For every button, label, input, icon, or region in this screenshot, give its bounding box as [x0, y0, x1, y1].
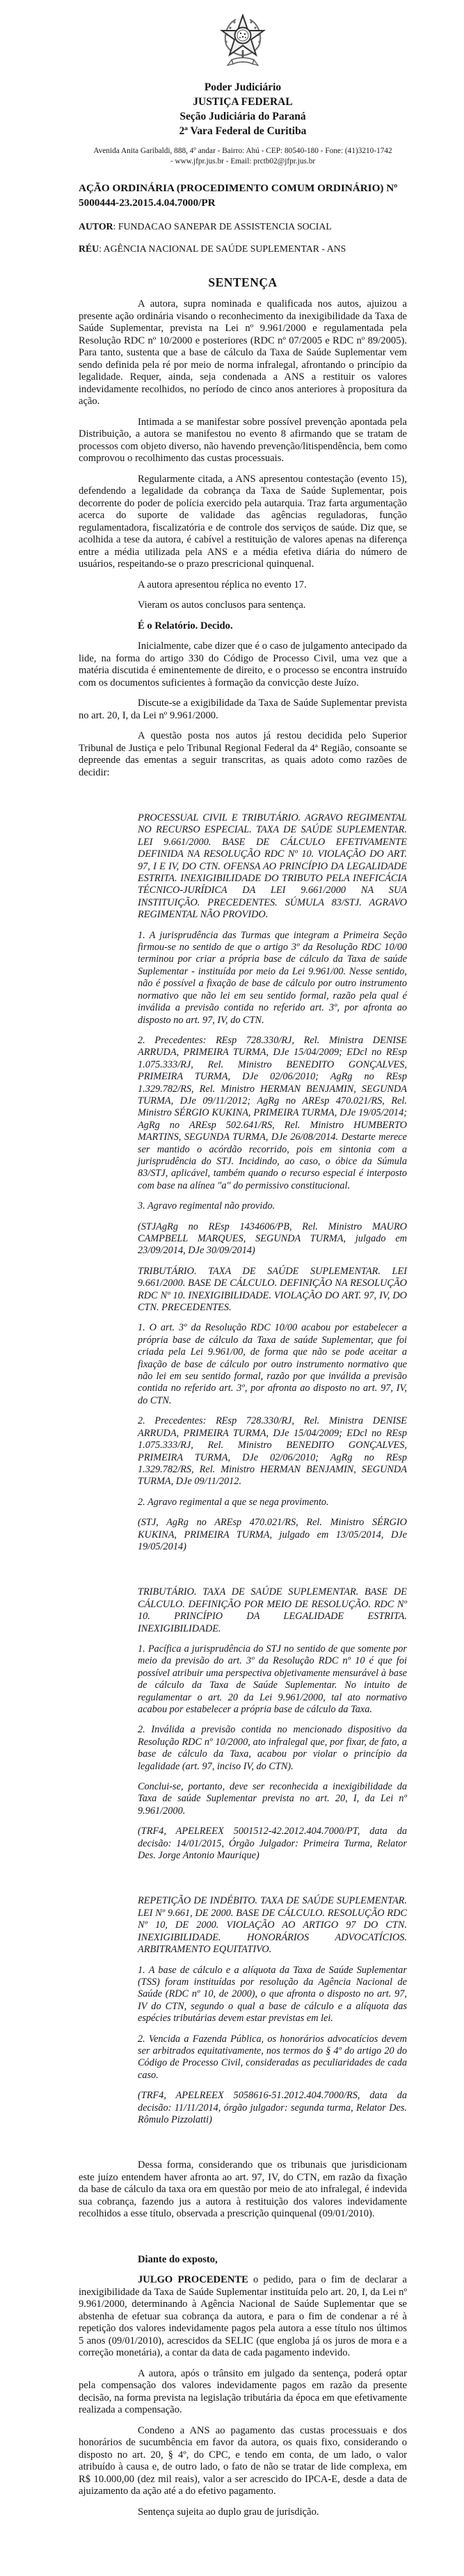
reu-line — [79, 243, 407, 255]
paragraph: Regularmente citada, a ANS apresentou contestação (evento 15), defendendo a legalidade da cobrança da Taxa de Saúde Suplementar, pois decorrente do poder de polícia exercido pela autarquia. Traz farta argumentação acerca do suporte de validade das agências reguladoras, função regulamentadora, fiscalizatória e de controle dos serviços de saúde. Diz que, se acolhida a tese da autora, é cabível a restituição de valores apenas na diferença entre a média utilizada pela ANS e a média efetiva diária do número de usuários, respeitando-se o prazo prescricional quinquenal. — [79, 473, 407, 570]
paragraph: (TRF4, APELREEX 5001512-42.2012.404.7000/PT, data da decisão: 14/01/2015, Órgão Julgador: Primeira Turma, Relator Des. Jorge Antonio Maurique) — [138, 1826, 407, 1862]
paragraph-lead: JULGO PROCEDENTE — [138, 2274, 248, 2286]
paragraph: É o Relatório. Decido. — [138, 620, 233, 631]
paragraph: Conclui-se, portanto, deve ser reconhecida a inexigibilidade da Taxa de saúde Suplementar prevista no art. 20, I, da Lei nº 9.961/2000. — [138, 1781, 407, 1817]
sentence-heading: SENTENÇA — [208, 275, 278, 289]
paragraph: REPETIÇÃO DE INDÉBITO. TAXA DE SAÚDE SUPLEMENTAR. LEI Nº 9.661, DE 2000. BASE DE CÁLCULO. RESOLUÇÃO RDC Nº 10, DE 2000. VIOLAÇÃO AO ARTIGO 97 DO CTN. INEXIGIBILIDADE. HONORÁRIOS ADVOCATÍCIOS. ARBITRAMENTO EQUITATIVO. — [138, 1895, 407, 1956]
paragraph: Dessa forma, considerando que os tribunais que jurisdicionam este juízo entendem haver afronta ao art. 97, IV, do CTN, em razão da fixação da base de cálculo da taxa ora em questão por meio de ato infralegal, é indevida sua cobrança, fazendo jus a autora à restituição dos valores indevidamente recolhidos a esse título, observada a prescrição quinquenal (09/01/2010). — [79, 2159, 407, 2220]
reu-value: : AGÊNCIA NACIONAL DE SAÚDE SUPLEMENTAR - ANS — [99, 243, 346, 254]
brazil-coat-of-arms-icon — [219, 14, 266, 74]
address-line-1: Avenida Anita Garibaldi, 888, 4º andar - Bairro: Ahú - CEP: 80540-180 - Fone: (41)3210-1742 — [93, 147, 392, 155]
paragraph: A autora, após o trânsito em julgado da sentença, poderá optar pela compensação dos valores indevidamente pagos em razão da presente decisão, na forma prevista na legislação tributária da época em que efetivamente realizada a compensação. — [79, 2367, 407, 2416]
paragraph: Intimada a se manifestar sobre possível prevenção apontada pela Distribuição, a autora se manifestou no evento 8 afirmando que se tratam de processos com objeto diverso, não havendo prevenção/litispendência, bem como comprovou o recolhimento das custas processuais. — [79, 416, 407, 464]
paragraph: PROCESSUAL CIVIL E TRIBUTÁRIO. AGRAVO REGIMENTAL NO RECURSO ESPECIAL. TAXA DE SAÚDE SUPLEMENTAR. LEI 9.661/2000. BASE DE CÁLCULO EFETIVAMENTE DEFINIDA NA RESOLUÇÃO RDC Nº 10. VIOLAÇÃO DO ART. 97, I E IV, DO CTN. OFENSA AO PRINCÍPIO DA LEGALIDADE ESTRITA. INEXIGIBILIDADE DO TRIBUTO PELA INEFICÁCIA TÉCNICO-JURÍDICA DA LEI 9.661/2000 NA SUA INSTITUIÇÃO. PRECEDENTES. SÚMULA 83/STJ. AGRAVO REGIMENTAL NÃO PROVIDO. — [138, 812, 407, 921]
reu-label: RÉU — [79, 243, 99, 254]
paragraph: A autora, supra nominada e qualificada nos autos, ajuizou a presente ação ordinária visando o reconhecimento da inexigibilidade da Taxa de Saúde Suplementar, prevista na Lei nº 9.961/2000 e regulamentada pela Resolução RDC nº 10/2000 e posteriores (RDC nº 07/2005 e RDC nº 89/2005). Para tanto, sustenta que a base de cálculo da Taxa de Saúde Suplementar vem sendo definida pela ré por meio de norma infralegal, afrontando o princípio da legalidade. Requer, ainda, seja condenada a ANS a restituir os valores indevidamente recolhidos, no período de cinco anos anteriores à propositura da ação. — [79, 298, 407, 407]
paragraph: Condeno a ANS ao pagamento das custas processuais e dos honorários de sucumbência em favor da autora, os quais fixo, considerando o disposto no art. 20, § 4º, do CPC, e tendo em conta, de um lado, o valor atribuído à causa e, de outro lado, o fato de não se tratar de lide complexa, em R$ 10.000,00 (dez mil reais), valor a ser acrescido do IPCA-E, desde a data de ajuizamento da ação até a do efetivo pagamento. — [79, 2424, 407, 2497]
paragraph: A autora apresentou réplica no evento 17. — [138, 579, 307, 590]
paragraph: 1. Pacífica a jurisprudência do STJ no sentido de que somente por meio da previsão do art. 3º da Resolução RDC nº 10 é que foi possível atribuir uma perspectiva objetivamente mensurável à base de cálculo da Taxa de Saúde Suplementar. No intuito de regulamentar o art. 20 da Lei 9.961/2000, tal ato normativo acabou por estabelecer a própria base de cálculo da Taxa. — [138, 1643, 407, 1715]
org-header — [79, 80, 407, 138]
org-line-3: Seção Judiciária do Paraná — [179, 111, 306, 122]
paragraph: 1. A base de cálculo e a alíquota da Taxa de Saúde Suplementar (TSS) foram instituídas por resolução da Agência Nacional de Saúde (RDC nº 10, de 2000), o que afronta o disposto no art. 97, IV do CTN, segundo o qual a base de cálculo e a alíquota das espécies tributárias devem estar previstas em lei. — [138, 1964, 407, 2024]
paragraph: JULGO PROCEDENTE o pedido, para o fim de declarar a inexigibilidade da Taxa de Saúde Suplementar instituída pelo art. 20, I, da Lei nº 9.961/2000, determinando à Agência Nacional de Saúde Suplementar que se abstenha de efetuar sua cobrança da autora, e para o fim de condenar a ré à repetição dos valores indevidamente pagos pela autora a esse título nos últimos 5 anos (09/01/2010), acrescidos da SELIC (que engloba já os juros de mora e a correção monetária), a contar da data de cada pagamento indevido. — [79, 2274, 408, 2359]
paragraph: (TRF4, APELREEX 5058616-51.2012.404.7000/RS, data da decisão: 11/11/2014, órgão julgador: segunda turma, Relator Des. Rômulo Pizzolatti) — [138, 2090, 407, 2125]
paragraph: (STJAgRg no REsp 1434606/PB, Rel. Ministro MAURO CAMPBELL MARQUES, SEGUNDA TURMA, julgado em 23/09/2014, DJe 30/09/2014) — [138, 1221, 407, 1257]
paragraph: Sentença sujeita ao duplo grau de jurisdição. — [138, 2506, 319, 2518]
org-line-4: 2ª Vara Federal de Curitiba — [179, 125, 307, 137]
paragraph: TRIBUTÁRIO. TAXA DE SAÚDE SUPLEMENTAR. LEI 9.661/2000. BASE DE CÁLCULO. DEFINIÇÃO NA RESOLUÇÃO RDC Nº 10. INEXIGIBILIDADE. VIOLAÇÃO DO ART. 97, IV, DO CTN. PRECEDENTES. — [138, 1265, 407, 1314]
court-address — [79, 146, 407, 167]
paragraph: Diante do exposto, — [138, 2253, 218, 2265]
case-title: AÇÃO ORDINÁRIA (PROCEDIMENTO COMUM ORDINÁRIO) Nº 5000444-23.2015.4.04.7000/PR — [79, 182, 398, 209]
paragraph: Vieram os autos conclusos para sentença. — [138, 599, 306, 611]
paragraph: 2. Precedentes: REsp 728.330/RJ, Rel. Ministra DENISE ARRUDA, PRIMEIRA TURMA, DJe 15/04/2009; EDcl no REsp 1.075.333/RJ, Rel. Ministro BENEDITO GONÇALVES, PRIMEIRA TURMA, DJe 02/06/2010; AgRg no REsp 1.329.782/RS, Rel. Ministro HERMAN BENJAMIN, SEGUNDA TURMA, DJe 09/11/2012. — [138, 1415, 407, 1488]
paragraph: 3. Agravo regimental não provido. — [138, 1200, 275, 1212]
org-line-1: Poder Judiciário — [204, 81, 282, 93]
autor-line — [79, 221, 407, 232]
paragraph: TRIBUTÁRIO. TAXA DE SAÚDE SUPLEMENTAR. BASE DE CÁLCULO. DEFINIÇÃO POR MEIO DE RESOLUÇÃO. RDC Nº 10. PRINCÍPIO DA LEGALIDADE ESTRITA. INEXIGIBILIDADE. — [138, 1586, 407, 1634]
address-line-2: - www.jfpr.jus.br - Email: prctb02@jfpr.jus.br — [170, 157, 316, 166]
paragraph: Inicialmente, cabe dizer que é o caso de julgamento antecipado da lide, na forma do artigo 330 do Código de Processo Civil, uma vez que a matéria discutida é eminentemente de direito, e o processo se encontra instruído com os documentos suficientes à formação da convicção deste Juízo. — [79, 641, 407, 689]
paragraph: 2. Precedentes: REsp 728.330/RJ, Rel. Ministra DENISE ARRUDA, PRIMEIRA TURMA, DJe 15/04/2009; EDcl no REsp 1.075.333/RJ, Rel. Ministro BENEDITO GONÇALVES, PRIMEIRA TURMA, DJe 02/06/2010; AgRg no REsp 1.329.782/RS, Rel. Ministro HERMAN BENJAMIN, SEGUNDA TURMA, DJe 09/11/2012; AgRg no AREsp 470.021/RS, Rel. Ministro SÉRGIO KUKINA, PRIMEIRA TURMA, DJe 19/05/2014; AgRg no AREsp 502.641/RS, Rel. Ministro HUMBERTO MARTINS, SEGUNDA TURMA, DJe 26/08/2014. Destarte merece ser mantido o acórdão recorrido, pois em sintonia com a jurisprudência do STJ. Incidindo, ao caso, o óbice da Súmula 83/STJ, aplicável, também quando o recurso especial é interposto com base na alínea "a" do permissivo constitucional. — [138, 1034, 407, 1191]
paragraph: 2. Agravo regimental a que se nega provimento. — [138, 1496, 329, 1508]
paragraph: 2. Vencida a Fazenda Pública, os honorários advocatícios devem ser arbitrados equitativamente, nos termos do § 4º do artigo 20 do Código de Processo Civil, consideradas as peculiaridades de cada caso. — [138, 2033, 407, 2081]
paragraph: (STJ, AgRg no AREsp 470.021/RS, Rel. Ministro SÉRGIO KUKINA, PRIMEIRA TURMA, julgado em 13/05/2014, DJe 19/05/2014) — [138, 1517, 407, 1552]
paragraph: 1. A jurisprudência das Turmas que integram a Primeira Seção firmou-se no sentido de que o artigo 3º da Resolução RDC 10/00 terminou por criar a própria base de cálculo da Taxa de saúde Suplementar - instituída por meio da Lei 9.961/00. Nesse sentido, não é possível a fixação de base de cálculo por outro instrumento normativo que não lei em seu sentido formal, razão pela qual é inválida a previsão contida no referido art. 3º, por afronta ao disposto no art. 97, IV, do CTN. — [138, 929, 407, 1026]
emblem-wrap — [79, 14, 407, 77]
org-line-2: JUSTIÇA FEDERAL — [193, 96, 293, 108]
paragraph: 2. Inválida a previsão contida no mencionado dispositivo da Resolução RDC nº 10/2000, ato infralegal que, por fixar, de fato, a base de cálculo da Taxa, acabou por violar o princípio da legalidade (art. 97, inciso IV, do CTN). — [138, 1724, 407, 1772]
paragraph: 1. O art. 3º da Resolução RDC 10/00 acabou por estabelecer a própria base de cálculo da Taxa de saúde Suplementar, que foi criada pela Lei 9.961/00, de forma que não se pode aceitar a fixação de base de cálculo por outro instrumento normativo que não lei em seu sentido formal, razão por que inválida a previsão contida no referido art. 3º, por afronta ao disposto no art. 97, IV, do CTN. — [138, 1322, 407, 1406]
autor-label: AUTOR — [79, 221, 113, 232]
paragraph: Discute-se a exigibilidade da Taxa de Saúde Suplementar prevista no art. 20, I, da Lei nº 9.961/2000. — [79, 698, 407, 721]
autor-value: : FUNDACAO SANEPAR DE ASSISTENCIA SOCIAL — [113, 221, 332, 232]
paragraphs — [79, 298, 407, 2518]
paragraph: A questão posta nos autos já restou decidida pelo Superior Tribunal de Justiça e pelo Tribunal Regional Federal da 4ª Região, consoante se depreende das ementas a seguir transcritas, as quais adoto como razões de decidir: — [79, 730, 407, 778]
